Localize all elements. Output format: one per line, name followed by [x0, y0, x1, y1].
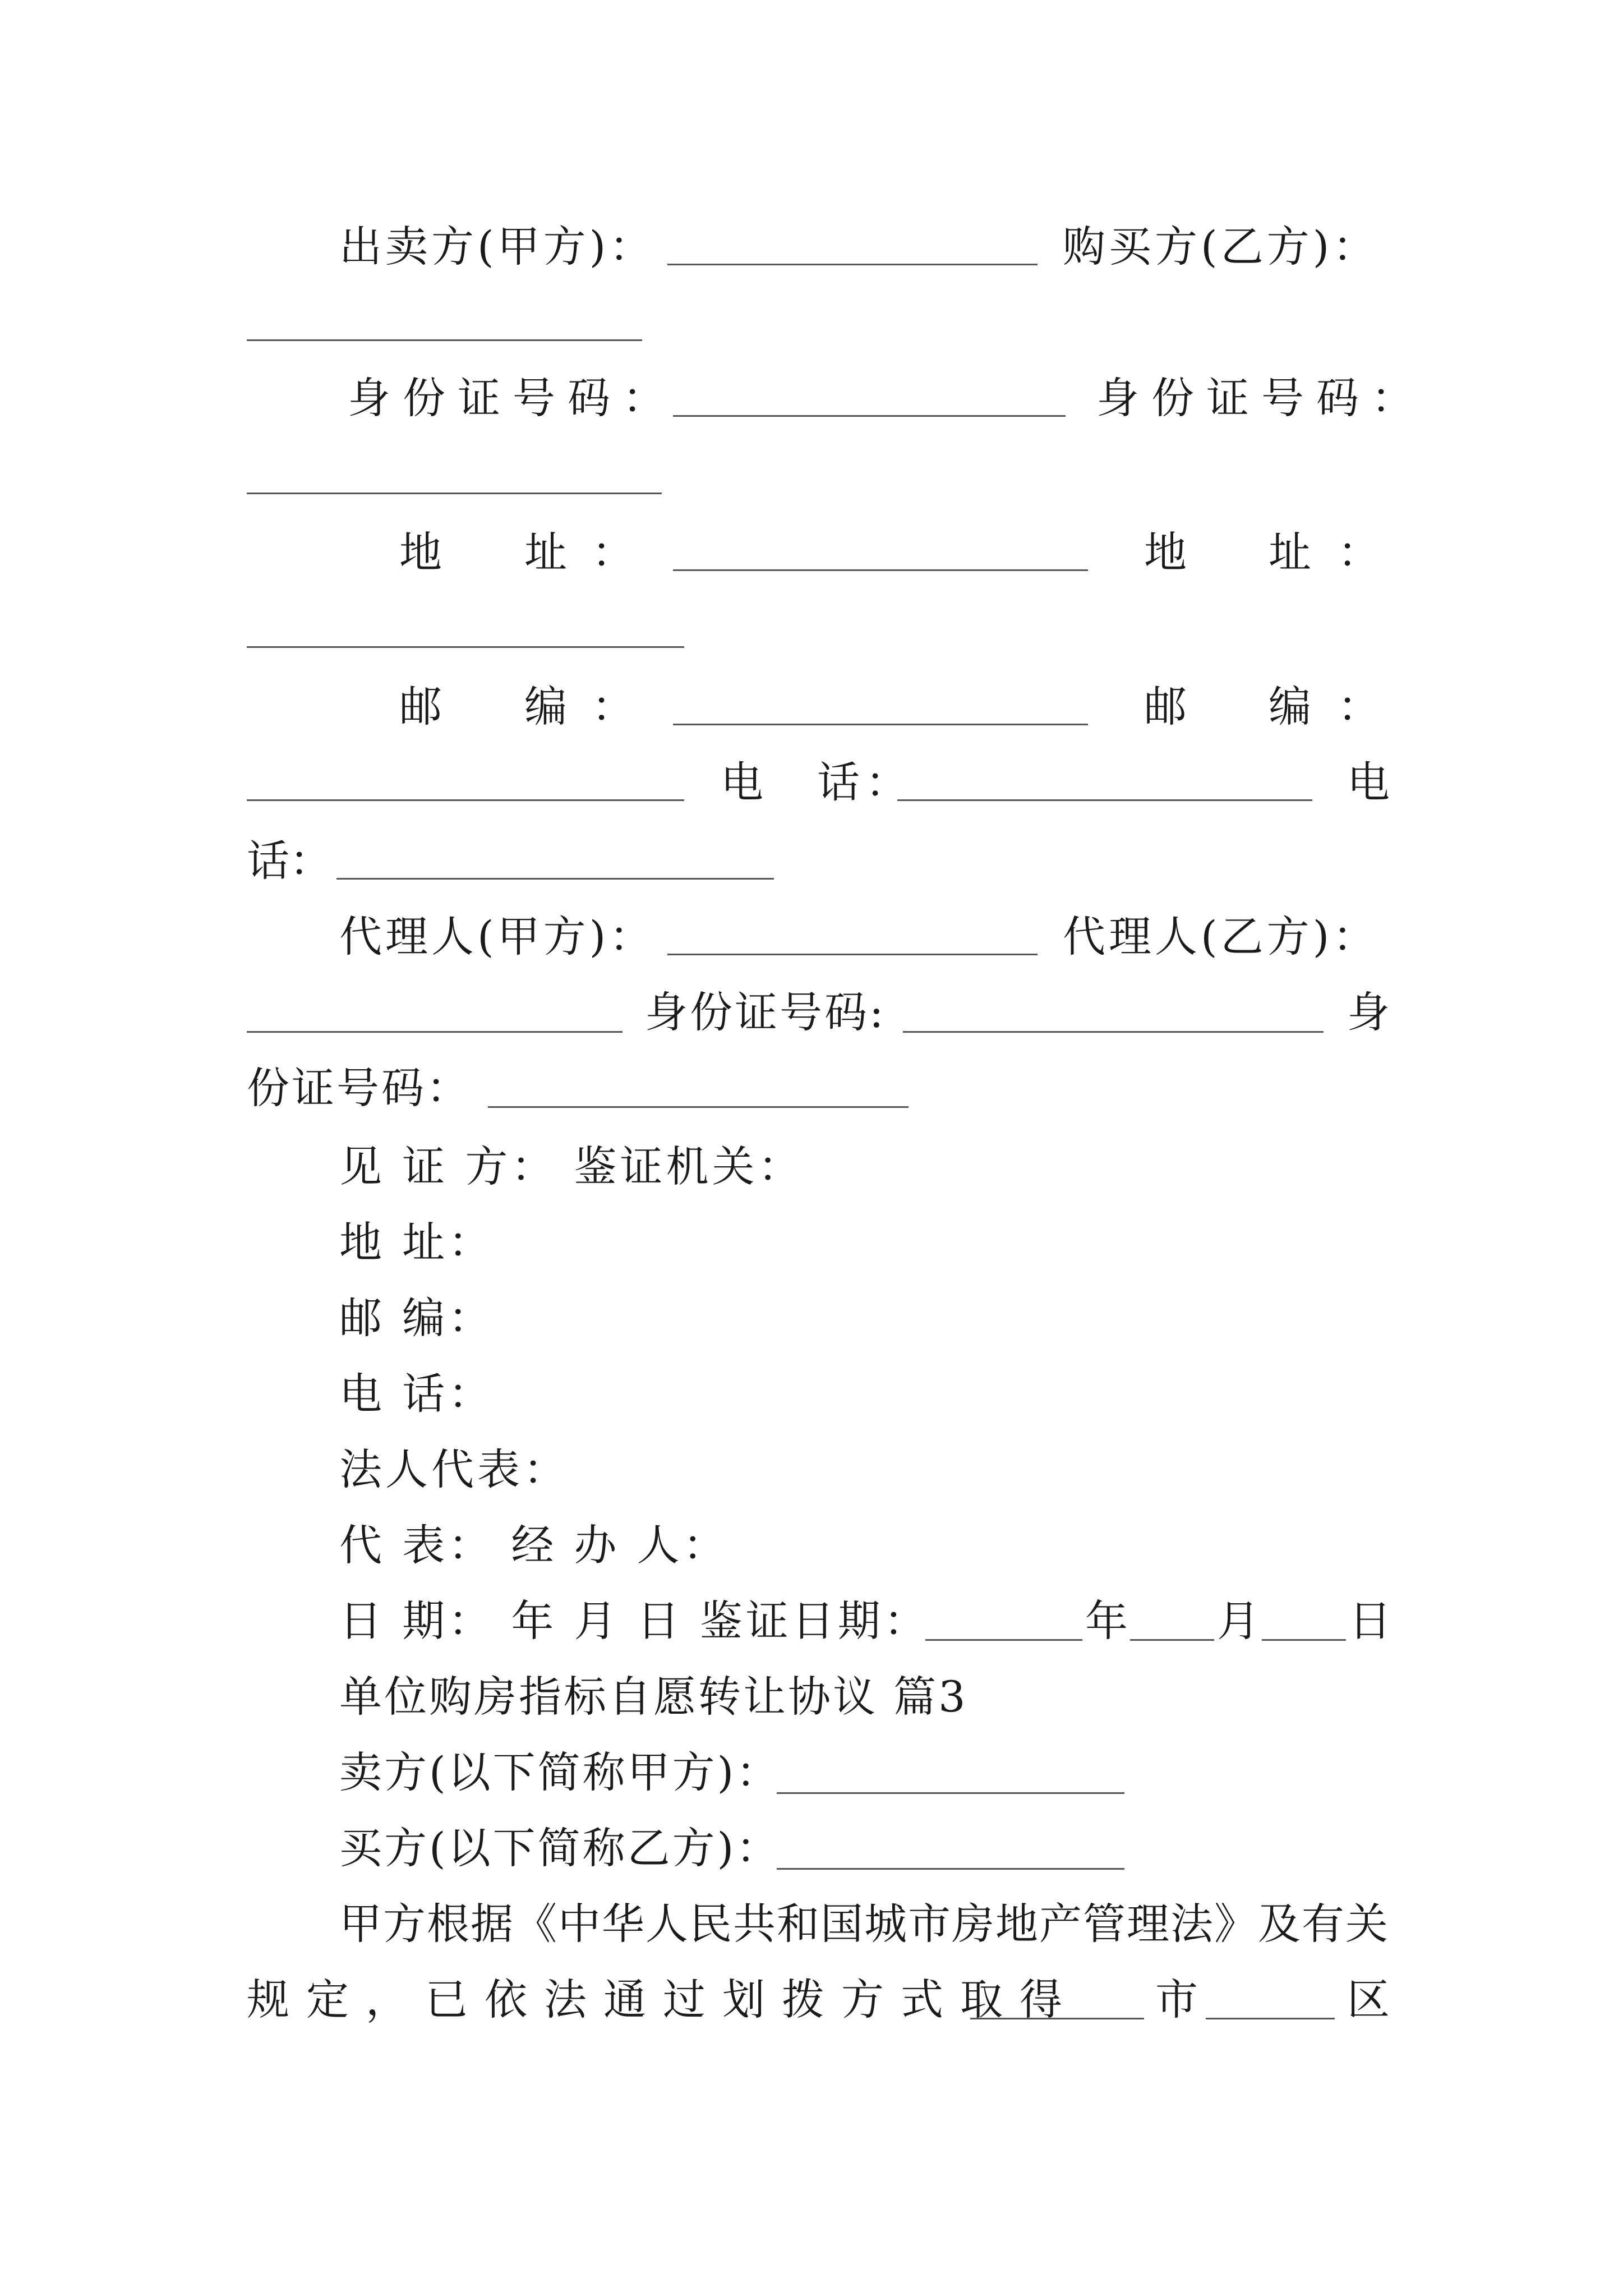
witness-rep: 代 表： 经 办 人：: [339, 1520, 729, 1570]
cert-day-blank[interactable]: [1262, 1639, 1346, 1641]
buyer-name-blank[interactable]: [247, 339, 642, 341]
seller-address-blank[interactable]: [673, 569, 1088, 571]
buyer-address-char2: 址: [1269, 527, 1311, 577]
buyer-label: 购买方(乙方)：: [1063, 222, 1379, 272]
seller-agent-blank[interactable]: [667, 954, 1038, 955]
city-blank[interactable]: [970, 2018, 1144, 2019]
buyer-agent-id-label-cont: 份证号码：: [247, 1063, 471, 1113]
cert-year-blank[interactable]: [925, 1639, 1082, 1641]
buyer-agent-blank[interactable]: [247, 1031, 623, 1033]
buyer-phone-label-cont: 话：: [247, 836, 332, 886]
buyer-phone-blank[interactable]: [336, 878, 774, 880]
seller-label: 出卖方(甲方)：: [339, 222, 656, 272]
seller-id-label: 身份证号码：: [348, 373, 677, 423]
seller-agent-label: 代理人(甲方)：: [339, 912, 656, 961]
buyer-address-char1: 地: [1144, 527, 1187, 577]
witness-title: 见 证 方： 鉴证机关：: [339, 1142, 804, 1191]
buyer-zip-colon: ：: [1338, 682, 1380, 731]
seller-phone-label: 电 话：: [721, 757, 914, 807]
seller-address-char2: 址: [524, 527, 567, 577]
buyer-agent-label: 代理人(乙方)：: [1063, 912, 1379, 961]
seller-address-char1: 地: [399, 527, 442, 577]
cert-month-label: 月: [1217, 1596, 1260, 1646]
body-paragraph-line1: 甲方根据《中华人民共和国城市房地产管理法》及有关: [339, 1899, 1389, 1949]
buyer-short-label: 买方(以下简称乙方)：: [339, 1823, 781, 1873]
buyer-zip-char1: 邮: [1144, 682, 1187, 731]
buyer-address-colon: ：: [1338, 527, 1380, 577]
seller-short-label: 卖方(以下简称甲方)：: [339, 1747, 781, 1797]
seller-address-colon: ：: [592, 527, 634, 577]
buyer-short-blank[interactable]: [777, 1868, 1124, 1870]
cert-year-label: 年: [1085, 1596, 1128, 1646]
seller-phone-blank[interactable]: [897, 799, 1312, 801]
buyer-agent-id-char1: 身: [1347, 987, 1390, 1037]
seller-short-blank[interactable]: [777, 1792, 1124, 1794]
seller-name-blank[interactable]: [667, 264, 1038, 265]
buyer-agent-id-blank[interactable]: [488, 1106, 909, 1108]
buyer-phone-char1: 电: [1347, 757, 1390, 807]
buyer-id-label: 身份证号码：: [1096, 373, 1426, 423]
agent-id-label: 身份证号码:: [645, 987, 886, 1037]
witness-phone: 电 话：: [339, 1369, 495, 1419]
seller-id-blank[interactable]: [673, 415, 1066, 417]
district-label: 区: [1347, 1975, 1390, 2024]
city-label: 市: [1155, 1975, 1198, 2024]
agent-id-blank[interactable]: [903, 1031, 1324, 1033]
district-blank[interactable]: [1206, 2018, 1335, 2019]
buyer-address-blank[interactable]: [247, 646, 684, 648]
buyer-id-blank[interactable]: [247, 493, 662, 494]
body-paragraph-line2: 规定，已依法通过划拨方式取得: [247, 1975, 1079, 2024]
seller-zip-colon: ：: [592, 682, 634, 731]
witness-address: 地 址：: [339, 1217, 495, 1267]
section-heading: 单位购房指标自愿转让协议 篇3: [339, 1672, 968, 1722]
cert-day-label: 日: [1349, 1596, 1391, 1646]
buyer-zip-char2: 编: [1269, 682, 1311, 731]
witness-zip: 邮 编：: [339, 1293, 495, 1343]
witness-date-line: 日 期： 年 月 日 鉴证日期：: [339, 1596, 930, 1646]
cert-month-blank[interactable]: [1130, 1639, 1214, 1641]
seller-zip-char2: 编: [524, 682, 567, 731]
seller-zip-blank[interactable]: [673, 724, 1088, 725]
buyer-zip-blank[interactable]: [247, 799, 684, 801]
seller-zip-char1: 邮: [399, 682, 442, 731]
witness-legal-rep: 法人代表：: [339, 1444, 569, 1494]
